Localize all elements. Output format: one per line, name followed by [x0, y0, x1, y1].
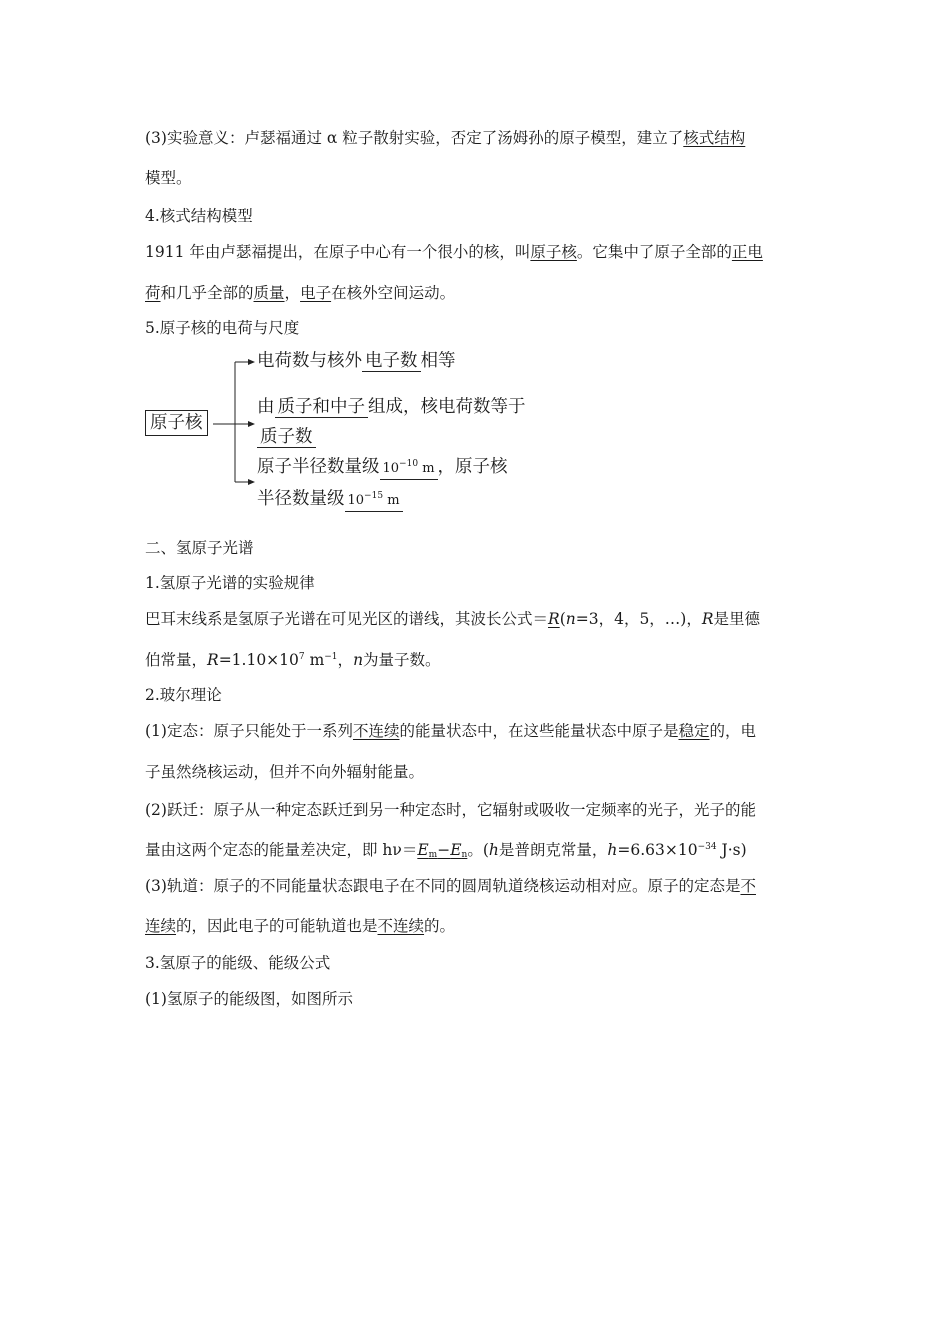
blank-discontinuous: 不连续 [352, 722, 400, 740]
diagram-branch-composition-2 [257, 426, 316, 448]
blank-nuclear-structure: 核式结构 [683, 129, 746, 147]
paragraph-orbit-2: 连续的，因此电子的可能轨道也是不连续的。 [145, 917, 456, 935]
paragraph-nuclear-model-1: 1911 年由卢瑟福提出，在原子中心有一个很小的核，叫原子核。它集中了原子全部的正电 [145, 243, 763, 261]
blank-electron: 电子 [300, 284, 332, 302]
diagram-branch-composition: 由 质子和中子 组成，核电荷数等于 [257, 397, 526, 417]
nucleus-diagram [145, 348, 565, 518]
blank-discontinuous-2b: 连续 [145, 917, 177, 935]
blank-stable: 稳定 [678, 722, 710, 740]
blank-positive-charge: 正电 [731, 243, 763, 261]
heading-nuclear-model: 4.核式结构模型 [145, 207, 253, 225]
paragraph-stationary-state-2: 子虽然绕核运动，但并不向外辐射能量。 [145, 763, 425, 781]
blank-electron-count: 电子数 [362, 351, 421, 372]
blank-atom-radius: $10^{-10}$ m [380, 459, 438, 480]
paragraph-nuclear-model-2: 荷和几乎全部的质量，电子在核外空间运动。 [145, 284, 456, 302]
paragraph-balmer-2: 伯常量，$R=1.10\times 10^7$ $m^{-1}$，n为量子数。 [145, 651, 441, 669]
heading-energy-levels: 3.氢原子的能级、能级公式 [145, 954, 331, 972]
heading-spectrum-law: 1.氢原子光谱的实验规律 [145, 574, 315, 592]
paragraph-orbit-1: (3)轨道：原子的不同能量状态跟电子在不同的圆周轨道绕核运动相对应。原子的定态是不 [145, 877, 756, 895]
diagram-root-nucleus: 原子核 [145, 410, 208, 436]
section-hydrogen-spectrum: 二、氢原子光谱 [145, 539, 254, 557]
blank-protons-neutrons: 质子和中子 [275, 397, 369, 418]
blank-positive-charge-cont: 荷 [145, 284, 161, 302]
paragraph-balmer-1: 巴耳末线系是氢原子光谱在可见光区的谱线，其波长公式＝R(n=3，4，5，…)，R是里德 [145, 610, 761, 628]
paragraph-transition-2: 量由这两个定态的能量差决定，即 $h\nu=E_m-E_n$。(h是普朗克常量，$h=6.63\times 10^{-34}$ J·s) [145, 841, 747, 860]
paragraph-continuation: 模型。 [145, 169, 192, 187]
blank-discontinuous-3: 不连续 [377, 917, 425, 935]
diagram-branch-size-2: 半径数量级 $10^{-15}$ m [257, 488, 403, 512]
diagram-branch-charge: 电荷数与核外 电子数 相等 [257, 351, 456, 371]
paragraph-experiment-significance: (3)实验意义：卢瑟福通过 α 粒子散射实验，否定了汤姆孙的原子模型，建立了核式结构 [145, 129, 746, 147]
blank-energy-difference: $E_m-E_n$ [417, 841, 468, 860]
blank-mass: 质量 [253, 284, 285, 302]
blank-nucleus: 原子核 [530, 243, 577, 261]
blank-proton-count: 质子数 [257, 427, 316, 448]
blank-nucleus-radius: $10^{-15}$ m [345, 491, 403, 512]
heading-nucleus-charge-size: 5.原子核的电荷与尺度 [145, 319, 300, 337]
blank-discontinuous-2a: 不 [740, 877, 756, 895]
paragraph-energy-level-diagram: (1)氢原子的能级图，如图所示 [145, 990, 353, 1008]
diagram-branch-size: 原子半径数量级 $10^{-10}$ m ，原子核 [257, 456, 508, 480]
paragraph-stationary-state-1: (1)定态：原子只能处于一系列不连续的能量状态中，在这些能量状态中原子是稳定的，电 [145, 722, 757, 740]
heading-bohr-theory: 2.玻尔理论 [145, 686, 222, 704]
paragraph-transition-1: (2)跃迁：原子从一种定态跃迁到另一种定态时，它辐射或吸收一定频率的光子，光子的能 [145, 801, 756, 819]
